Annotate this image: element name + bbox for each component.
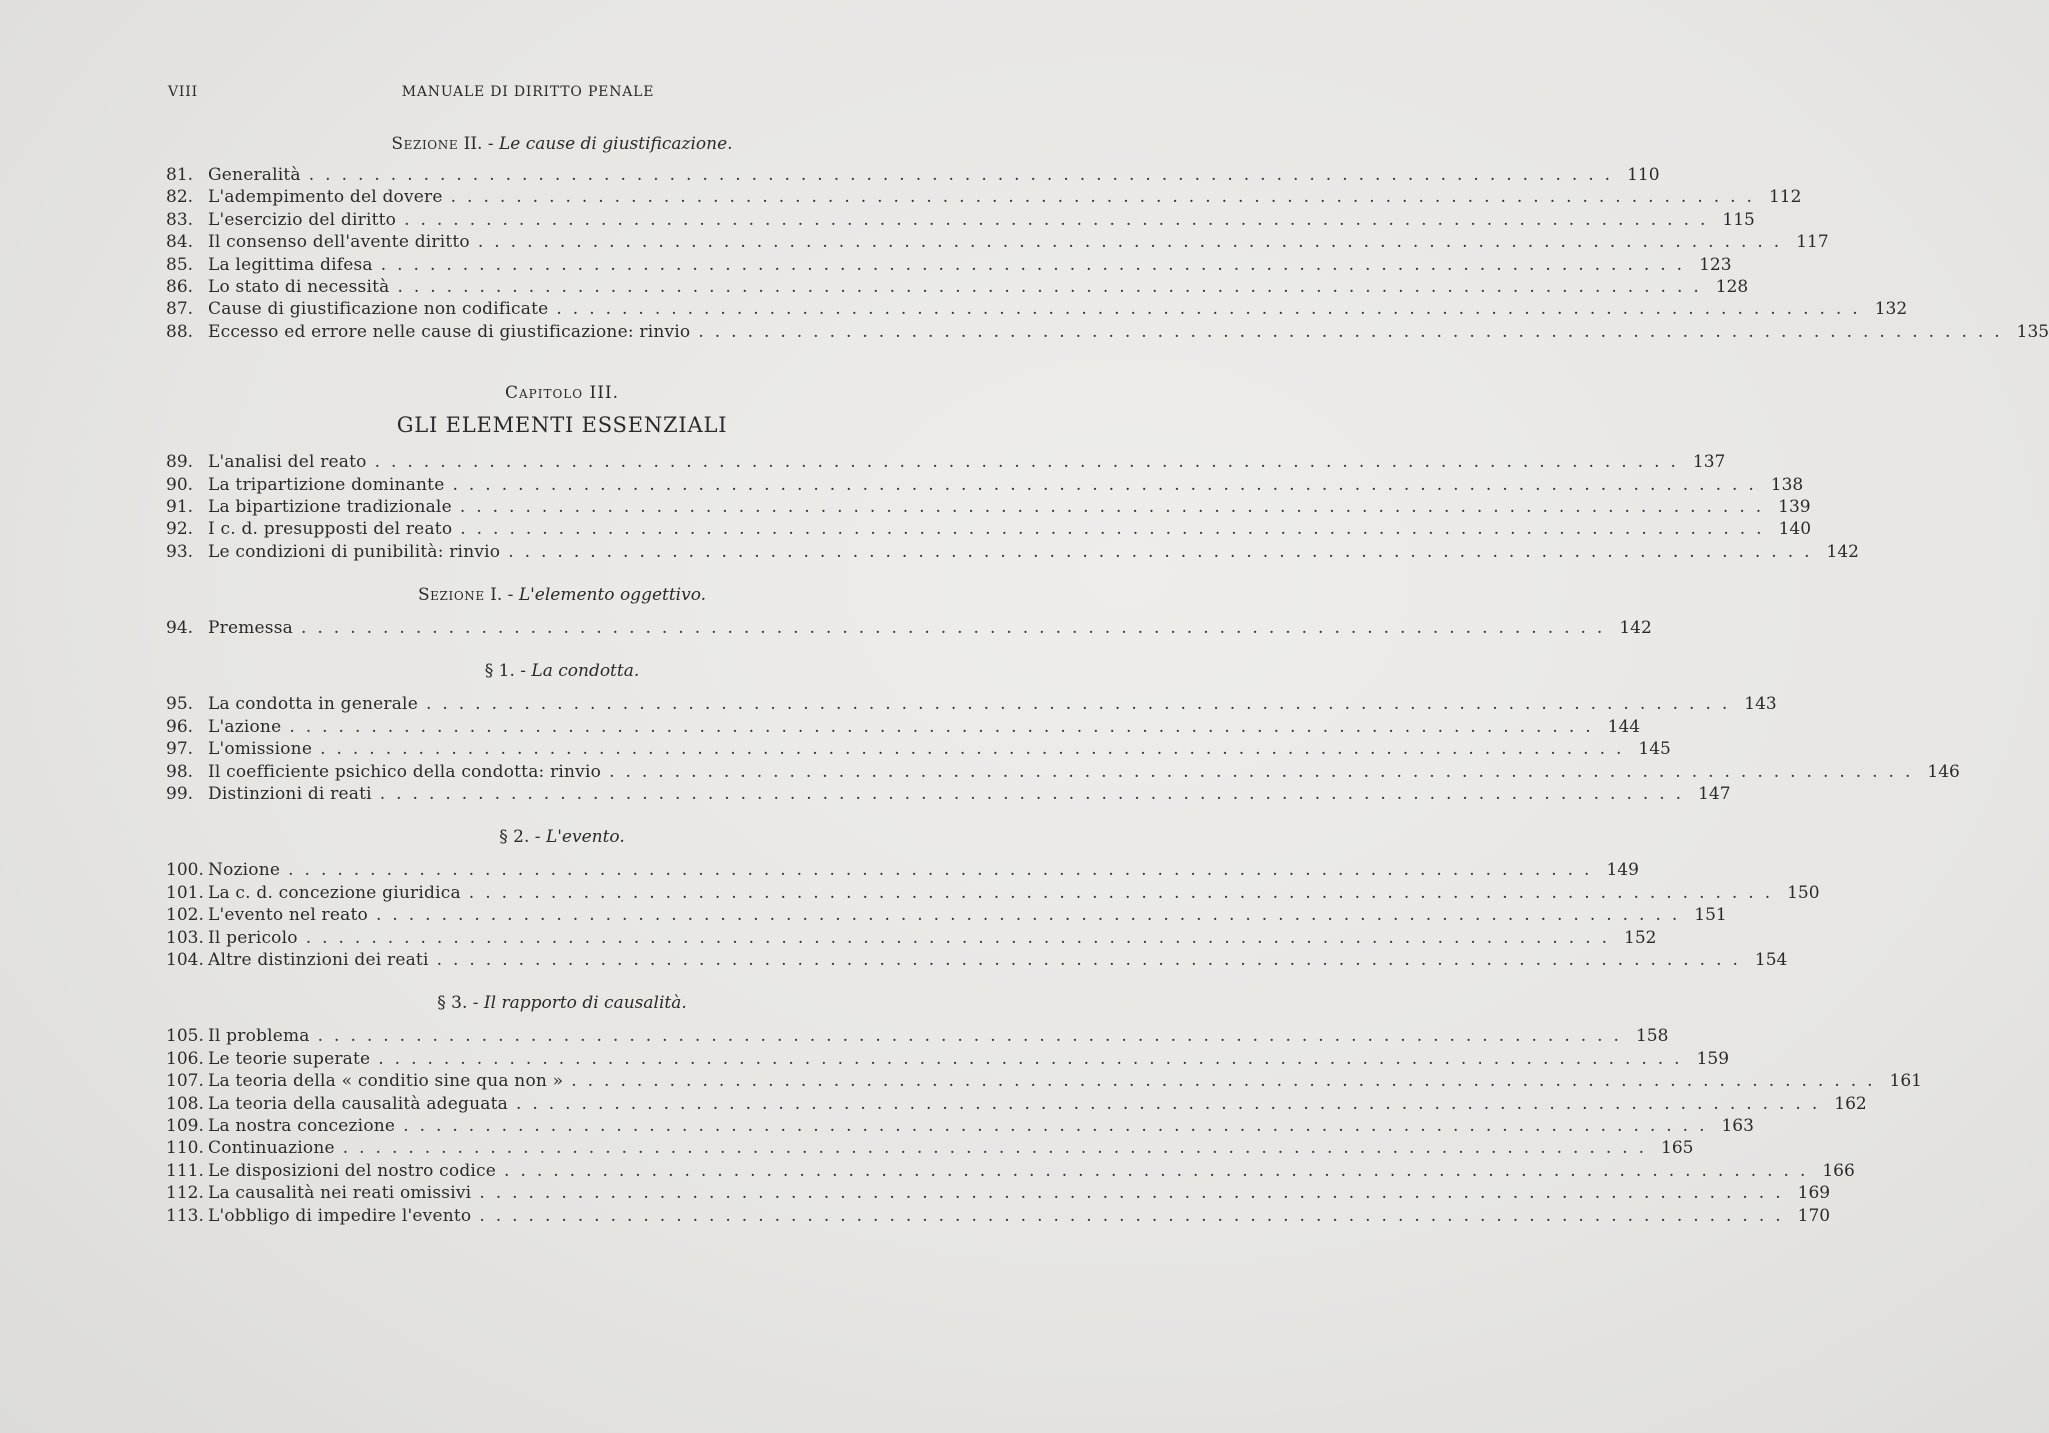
- entry-page-number: 140: [1778, 519, 1812, 540]
- toc-entry: [166, 949, 1788, 971]
- paragraph-numeral: § 3. -: [437, 993, 479, 1014]
- entry-title: Il problema: [208, 1026, 310, 1047]
- section-heading-sezione-ii: [166, 134, 918, 154]
- toc-entry: [166, 1025, 1669, 1047]
- section-heading-sezione-i: [166, 585, 918, 605]
- entry-page-number: 165: [1661, 1138, 1694, 1159]
- section-title: Le cause di giustificazione.: [499, 134, 733, 154]
- paragraph-heading-1: [166, 661, 918, 681]
- entry-title: Altre distinzioni dei reati: [208, 949, 429, 970]
- entry-number: 88.: [166, 321, 194, 342]
- toc-entry: [166, 541, 1859, 563]
- entry-number: 97.: [166, 739, 194, 760]
- table-of-contents: [166, 134, 2049, 1227]
- toc-entry: [166, 617, 1652, 639]
- entry-list-sezione-i: [166, 617, 1652, 639]
- dot-leader: ................................................................................: [305, 927, 1619, 948]
- entry-title: Il pericolo: [208, 927, 298, 948]
- toc-entry: [166, 1070, 1922, 1092]
- entry-page-number: 154: [1754, 949, 1788, 970]
- entry-title: L'obbligo di impedire l'evento: [208, 1205, 472, 1226]
- entry-list-capitolo-iii: [166, 451, 1859, 563]
- entry-number: 93.: [166, 541, 194, 562]
- entry-title: L'omissione: [208, 739, 313, 760]
- toc-entry: [166, 882, 1820, 904]
- entry-title: Eccesso ed errore nelle cause di giustificazione: rinvio: [208, 321, 691, 342]
- toc-entry: [166, 1093, 1867, 1115]
- paragraph-title: La condotta.: [531, 661, 640, 682]
- toc-entry: [166, 1160, 1855, 1182]
- entry-title: L'analisi del reato: [208, 452, 367, 473]
- paragraph-title: Il rapporto di causalità.: [483, 993, 687, 1014]
- paragraph-heading-2: [166, 827, 918, 847]
- chapter-title: GLI ELEMENTI ESSENZIALI: [396, 413, 728, 438]
- dot-leader: ................................................................................: [468, 882, 1782, 903]
- entry-page-number: 144: [1607, 716, 1641, 737]
- toc-entry: [166, 451, 1726, 473]
- dot-leader: ................................................................................: [288, 860, 1601, 881]
- entry-number: 82.: [166, 187, 194, 208]
- toc-entry: [166, 738, 1671, 760]
- entry-number: 108.: [166, 1093, 204, 1114]
- entry-page-number: 145: [1638, 739, 1671, 760]
- dot-leader: ................................................................................: [436, 949, 1749, 970]
- entry-number: 89.: [166, 452, 194, 473]
- dot-leader: ................................................................................: [479, 1183, 1792, 1204]
- entry-page-number: 138: [1770, 474, 1804, 495]
- dot-leader: ................................................................................: [403, 1115, 1716, 1136]
- entry-page-number: 142: [1619, 618, 1652, 639]
- entry-title: La c. d. concezione giuridica: [208, 882, 461, 903]
- dot-leader: ................................................................................: [450, 187, 1763, 208]
- toc-entry: [166, 1048, 1730, 1070]
- entry-page-number: 135: [2016, 321, 2049, 342]
- dot-leader: ................................................................................: [301, 618, 1614, 639]
- entry-title: La nostra concezione: [208, 1115, 396, 1136]
- entry-page-number: 142: [1826, 541, 1859, 562]
- entry-number: 103.: [166, 927, 204, 948]
- dot-leader: ................................................................................: [477, 232, 1791, 253]
- toc-entry: [166, 298, 1908, 320]
- dot-leader: ................................................................................: [459, 496, 1773, 517]
- section-numeral: I. -: [490, 585, 514, 606]
- entry-page-number: 123: [1699, 254, 1732, 275]
- toc-entry: [166, 518, 1812, 540]
- entry-title: Le disposizioni del nostro codice: [208, 1160, 497, 1181]
- entry-number: 87.: [166, 299, 194, 320]
- section-title: L'elemento oggettivo.: [518, 585, 707, 606]
- entry-title: I c. d. presupposti del reato: [208, 519, 453, 540]
- entry-title: Le condizioni di punibilità: rinvio: [208, 541, 501, 562]
- dot-leader: ................................................................................: [380, 254, 1694, 275]
- entry-page-number: 139: [1778, 496, 1811, 517]
- dot-leader: ................................................................................: [308, 165, 1622, 185]
- entry-page-number: 169: [1797, 1183, 1831, 1204]
- entry-number: 106.: [166, 1048, 204, 1069]
- entry-title: Il consenso dell'avente diritto: [208, 232, 470, 253]
- toc-entry: [166, 927, 1657, 949]
- entry-number: 92.: [166, 519, 194, 540]
- entry-title: La legittima difesa: [208, 254, 373, 275]
- toc-entry: [166, 1182, 1831, 1204]
- entry-page-number: 128: [1715, 276, 1749, 297]
- entry-page-number: 146: [1927, 761, 1960, 782]
- entry-number: 112.: [166, 1183, 204, 1204]
- page-folio: VIII: [168, 84, 198, 100]
- dot-leader: ................................................................................: [320, 739, 1633, 760]
- dot-leader: ................................................................................: [379, 784, 1693, 805]
- entry-title: La condotta in generale: [208, 694, 418, 715]
- running-head: [168, 84, 868, 108]
- entry-title: Cause di giustificazione non codificate: [208, 299, 549, 320]
- dot-leader: ................................................................................: [397, 276, 1710, 297]
- dot-leader: ................................................................................: [452, 474, 1765, 495]
- entry-page-number: 150: [1787, 882, 1820, 903]
- entry-page-number: 151: [1694, 905, 1727, 926]
- entry-page-number: 170: [1797, 1205, 1831, 1226]
- entry-number: 96.: [166, 716, 194, 737]
- toc-entry: [166, 231, 1829, 253]
- entry-title: La bipartizione tradizionale: [208, 496, 452, 517]
- entry-number: 90.: [166, 474, 194, 495]
- entry-title: L'esercizio del diritto: [208, 209, 397, 230]
- entry-number: 99.: [166, 784, 194, 805]
- toc-entry: [166, 1115, 1754, 1137]
- entry-page-number: 137: [1692, 452, 1726, 473]
- entry-title: L'azione: [208, 716, 282, 737]
- entry-number: 85.: [166, 254, 194, 275]
- entry-page-number: 163: [1721, 1115, 1754, 1136]
- dot-leader: ................................................................................: [504, 1160, 1817, 1181]
- dot-leader: ................................................................................: [342, 1138, 1656, 1159]
- dot-leader: ................................................................................: [479, 1205, 1792, 1226]
- entry-number: 109.: [166, 1115, 204, 1136]
- dot-leader: ................................................................................: [515, 1093, 1829, 1114]
- entry-title: La teoria della « conditio sine qua non »: [208, 1071, 564, 1092]
- entry-page-number: 162: [1834, 1093, 1867, 1114]
- entry-number: 110.: [166, 1138, 204, 1159]
- entry-page-number: 149: [1606, 860, 1639, 881]
- toc-entry: [166, 859, 1639, 881]
- toc-entry: [166, 1205, 1831, 1227]
- paragraph-heading-3: [166, 993, 918, 1013]
- entry-number: 101.: [166, 882, 204, 903]
- entry-title: L'evento nel reato: [208, 905, 368, 926]
- toc-entry: [166, 276, 1749, 298]
- entry-number: 105.: [166, 1026, 204, 1047]
- dot-leader: ................................................................................: [425, 694, 1739, 715]
- toc-entry: [166, 474, 1804, 496]
- entry-number: 98.: [166, 761, 194, 782]
- dot-leader: ................................................................................: [378, 1048, 1691, 1069]
- dot-leader: ................................................................................: [609, 761, 1922, 782]
- dot-leader: ................................................................................: [698, 321, 2011, 342]
- entry-number: 102.: [166, 905, 204, 926]
- entry-title: Distinzioni di reati: [208, 784, 372, 805]
- entry-title: L'adempimento del dovere: [208, 187, 443, 208]
- entry-number: 91.: [166, 496, 194, 517]
- entry-title: Continuazione: [208, 1138, 335, 1159]
- entry-number: 100.: [166, 860, 204, 881]
- toc-entry: [166, 904, 1727, 926]
- toc-entry: [166, 321, 2049, 343]
- entry-list-paragraph-1: [166, 693, 1960, 805]
- entry-page-number: 161: [1889, 1071, 1922, 1092]
- dot-leader: ................................................................................: [375, 905, 1689, 926]
- entry-page-number: 159: [1696, 1048, 1730, 1069]
- toc-entry: [166, 186, 1802, 208]
- dot-leader: ................................................................................: [374, 452, 1687, 473]
- dot-leader: ................................................................................: [404, 209, 1717, 230]
- entry-number: 86.: [166, 276, 194, 297]
- paragraph-numeral: § 2. -: [499, 827, 541, 848]
- entry-list-paragraph-3: [166, 1025, 1922, 1227]
- entry-number: 104.: [166, 949, 204, 970]
- entry-number: 95.: [166, 694, 194, 715]
- entry-title: Generalità: [208, 165, 301, 185]
- dot-leader: ................................................................................: [571, 1071, 1884, 1092]
- toc-entry: [166, 761, 1960, 783]
- entry-number: 81.: [166, 165, 194, 185]
- paragraph-title: L'evento.: [545, 827, 625, 848]
- dot-leader: ................................................................................: [317, 1026, 1630, 1047]
- running-title: MANUALE DI DIRITTO PENALE: [401, 84, 655, 100]
- entry-number: 113.: [166, 1205, 204, 1226]
- entry-number: 84.: [166, 232, 194, 253]
- entry-title: Nozione: [208, 860, 281, 881]
- entry-list-paragraph-2: [166, 859, 1820, 971]
- entry-page-number: 147: [1698, 784, 1731, 805]
- dot-leader: ................................................................................: [508, 541, 1821, 562]
- entry-number: 107.: [166, 1071, 204, 1092]
- entry-title: La teoria della causalità adeguata: [208, 1093, 508, 1114]
- entry-list-sezione-ii: [166, 164, 2049, 343]
- entry-title: Le teorie superate: [208, 1048, 371, 1069]
- entry-page-number: 132: [1874, 299, 1908, 320]
- entry-number: 94.: [166, 618, 194, 639]
- entry-page-number: 158: [1635, 1026, 1669, 1047]
- entry-title: Il coefficiente psichico della condotta: rinvio: [208, 761, 602, 782]
- dot-leader: ................................................................................: [460, 519, 1773, 540]
- toc-entry: [166, 496, 1811, 518]
- toc-entry: [166, 783, 1731, 805]
- entry-page-number: 166: [1822, 1160, 1855, 1181]
- toc-entry: [166, 693, 1777, 715]
- entry-title: La tripartizione dominante: [208, 474, 445, 495]
- entry-page-number: 143: [1744, 694, 1777, 715]
- toc-entry: [166, 1137, 1694, 1159]
- entry-page-number: 152: [1624, 927, 1657, 948]
- entry-page-number: 117: [1796, 232, 1829, 253]
- entry-page-number: 112: [1768, 187, 1802, 208]
- paragraph-numeral: § 1. -: [484, 661, 526, 682]
- toc-entry: [166, 209, 1755, 231]
- entry-title: Lo stato di necessità: [208, 276, 390, 297]
- section-label: Sezione: [391, 134, 459, 154]
- dot-leader: ................................................................................: [556, 299, 1869, 320]
- toc-entry: [166, 716, 1641, 738]
- entry-number: 83.: [166, 209, 194, 230]
- entry-title: La causalità nei reati omissivi: [208, 1183, 472, 1204]
- chapter-label: Capitolo III.: [504, 383, 620, 404]
- entry-page-number: 110: [1627, 165, 1660, 185]
- toc-entry: [166, 164, 1660, 186]
- toc-entry: [166, 254, 1732, 276]
- entry-page-number: 115: [1722, 209, 1755, 230]
- dot-leader: ................................................................................: [289, 716, 1602, 737]
- entry-title: Premessa: [208, 618, 293, 639]
- entry-number: 111.: [166, 1160, 204, 1181]
- section-numeral: II. -: [463, 134, 494, 154]
- section-label: Sezione: [417, 585, 485, 606]
